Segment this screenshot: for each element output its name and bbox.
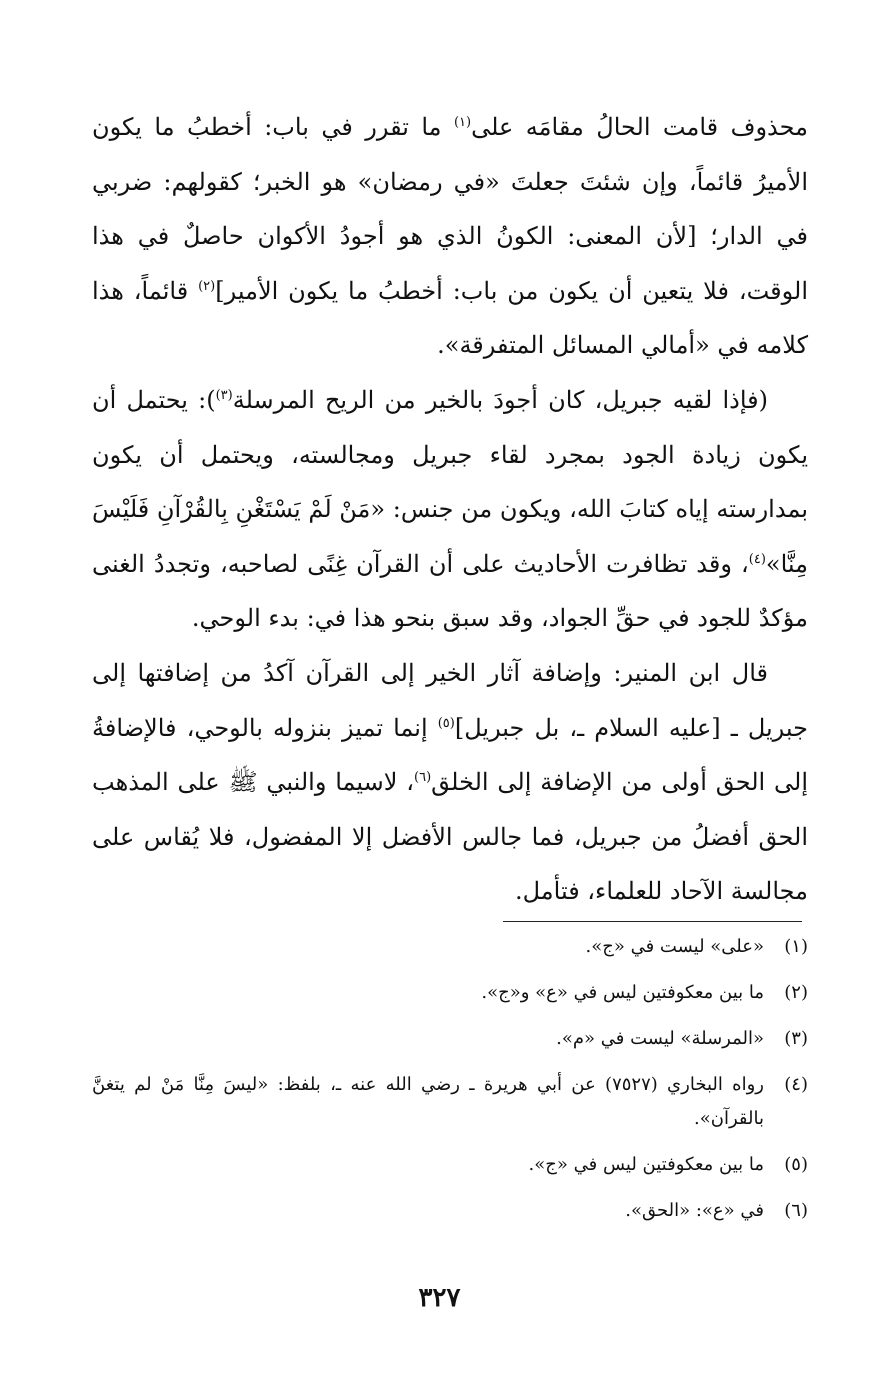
paragraph-1 <box>92 100 808 373</box>
footnote-item <box>92 1068 808 1136</box>
footnote-item <box>92 930 808 964</box>
paragraph-text: إنما تميز بنزوله بالوحي، فالإضافةُ إلى الحق أولى من الإضافة إلى الخلق <box>92 713 808 797</box>
footnote-item <box>92 976 808 1010</box>
paragraph-text: ): يحتمل أن يكون زيادة الجود بمجرد لقاء جبريل ومجالسته، ويحتمل أن يكون بمدارسته إياه كتابَ الله، ويكون من جنس: «مَنْ لَمْ يَسْتَغْنِ بِالقُرْآنِ فَلَيْسَ مِنَّا» <box>92 385 808 578</box>
footnote-ref-5[interactable]: (٥) <box>437 715 455 731</box>
footnote-item <box>92 1148 808 1182</box>
paragraph-text: ما تقرر في باب: أخطبُ ما يكون الأميرُ قائماً، وإن شئتَ جعلتَ «في رمضان» هو الخبر؛ كقولهم: ضربي في الدار؛ [لأن المعنى: الكونُ الذي هو أجودُ الأكوان حاصلٌ في هذا الوقت، فلا يتعين أن يكون من باب: أخطبُ ما يكون الأمير] <box>92 113 809 305</box>
footnote-item <box>92 1194 808 1228</box>
footnote-number: (٤) <box>784 1074 808 1095</box>
footnote-number: (٦) <box>784 1200 808 1221</box>
paragraph-3 <box>92 646 808 919</box>
footnote-text: «المرسلة» ليست في «م». <box>556 1028 764 1049</box>
footnote-number: (٥) <box>784 1154 808 1175</box>
paragraph-text: قائماً، هذا كلامه في «أمالي المسائل المتفرقة». <box>92 276 808 360</box>
footnote-number: (٢) <box>784 982 808 1003</box>
footnote-text: ما بين معكوفتين ليس في «ج». <box>528 1154 764 1175</box>
main-text <box>92 100 808 919</box>
footnotes <box>92 930 808 1240</box>
paragraph-text: قال ابن المنير: وإضافة آثار الخير إلى القرآن آكدُ من إضافتها إلى جبريل ـ [عليه السلام ـ، بل جبريل] <box>92 658 808 742</box>
footnote-text: «على» ليست في «ج». <box>585 936 764 957</box>
footnote-number: (٣) <box>784 1028 808 1049</box>
paragraph-text: محذوف قامت الحالُ مقامَه على <box>471 113 808 141</box>
footnote-separator <box>503 921 802 922</box>
footnote-ref-2[interactable]: (٢) <box>198 278 216 294</box>
footnote-text: ما بين معكوفتين ليس في «ع» و«ج». <box>481 982 764 1003</box>
page-number: ٣٢٧ <box>418 1283 461 1313</box>
paragraph-text: (فإذا لقيه جبريل، كان أجودَ بالخير من الريح المرسلة <box>232 385 769 414</box>
footnote-ref-1[interactable]: (١) <box>453 115 472 130</box>
footnote-text: رواه البخاري (٧٥٢٧) عن أبي هريرة ـ رضي الله عنه ـ، بلفظ: «ليسَ مِنَّا مَنْ لم يتغنَّ بالقرآن». <box>92 1074 764 1129</box>
footnote-text: في «ع»: «الحق». <box>625 1200 764 1221</box>
footnote-ref-6[interactable]: (٦) <box>414 770 432 786</box>
paragraph-text: ، لاسيما والنبي ﷺ على المذهب الحق أفضلُ من جبريل، فما جالس الأفضل إلا المفضول، فلا يُقاس على مجالسة الآحاد للعلماء، فتأمل. <box>92 768 808 906</box>
footnote-ref-4[interactable]: (٤) <box>748 551 766 567</box>
footnote-number: (١) <box>784 936 808 957</box>
paragraph-2 <box>92 373 808 646</box>
footnote-item <box>92 1022 808 1056</box>
footnote-ref-3[interactable]: (٣) <box>215 387 233 403</box>
paragraph-text: ، وقد تظافرت الأحاديث على أن القرآن غِنًى لصاحبه، وتجددُ الغنى مؤكدٌ للجود في حقِّ الجواد، وقد سبق بنحو هذا في: بدء الوحي. <box>92 549 808 633</box>
